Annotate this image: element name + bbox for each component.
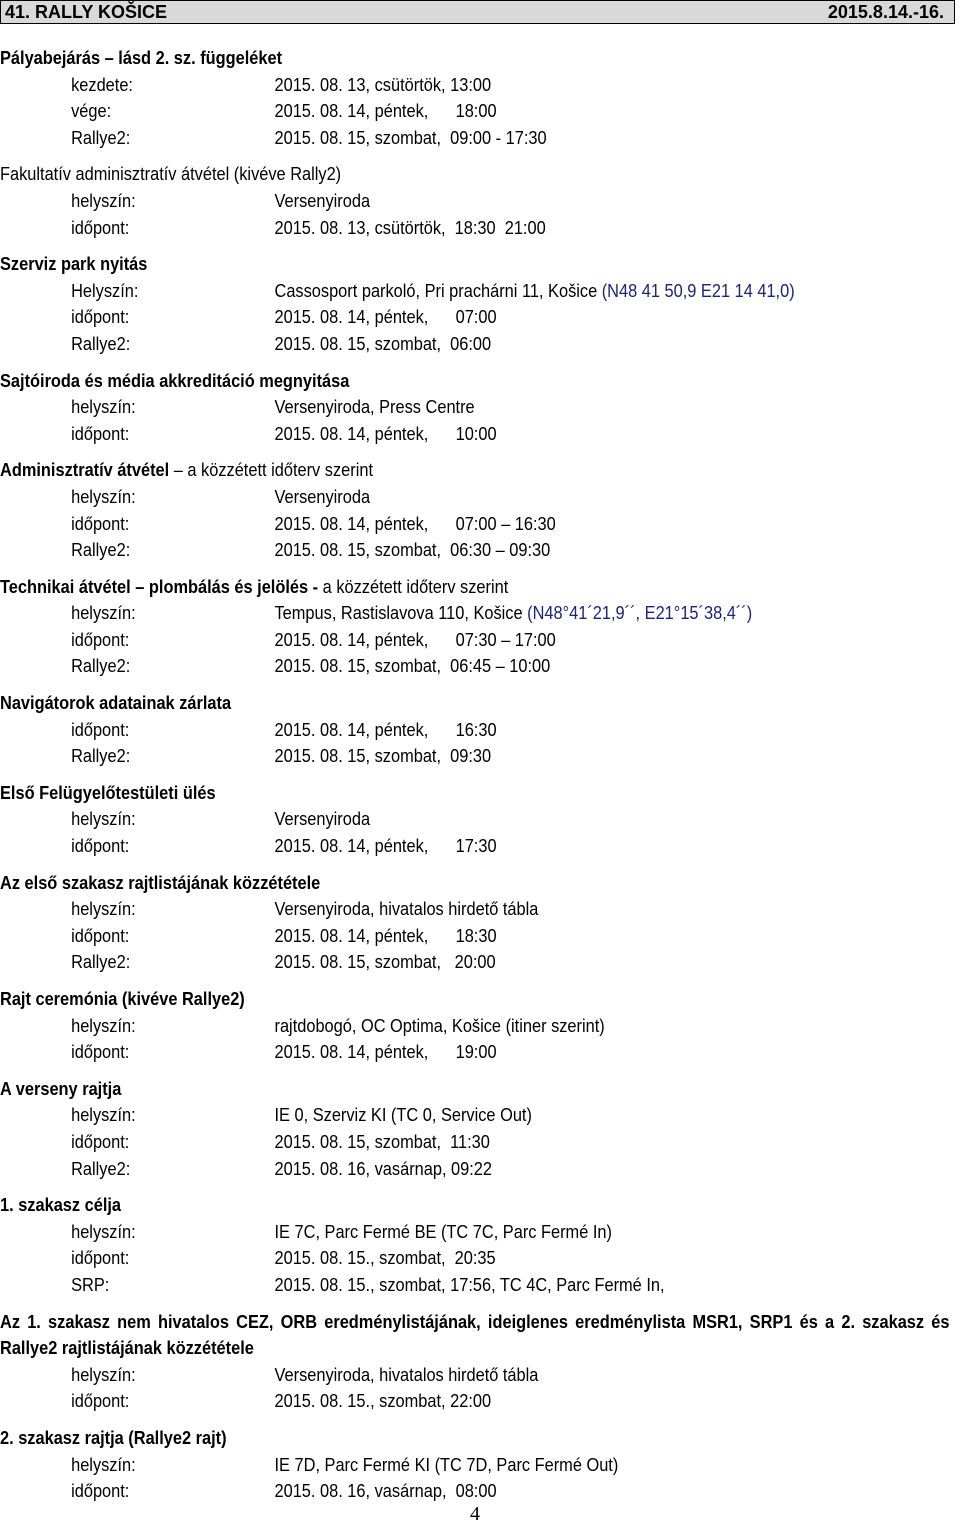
- schedule-content: [0, 45, 950, 1505]
- schedule-row: [0, 717, 864, 744]
- schedule-row: [0, 627, 864, 654]
- row-label: időpont:: [71, 1391, 130, 1412]
- row-value: [275, 215, 546, 242]
- schedule-row: [0, 1478, 864, 1505]
- row-value-text: 2015. 08. 15, szombat, 09:30: [274, 746, 492, 767]
- schedule-row: [0, 1388, 864, 1415]
- row-label: Rallye2:: [71, 746, 131, 767]
- row-value: [275, 331, 492, 358]
- schedule-section: [0, 1309, 950, 1415]
- section-heading-text: Sajtóiroda és média akkreditáció megnyitása: [0, 370, 350, 391]
- row-value: [275, 394, 475, 421]
- row-label: helyszín:: [71, 1105, 136, 1126]
- section-heading-text: Első Felügyelőtestületi ülés: [0, 782, 216, 803]
- row-label: Helyszín:: [71, 280, 139, 301]
- schedule-section: [0, 986, 864, 1066]
- section-heading-text: 1. szakasz célja: [0, 1195, 122, 1216]
- row-label: helyszín:: [71, 1364, 136, 1385]
- schedule-section: [0, 690, 864, 770]
- section-heading: [0, 690, 864, 717]
- schedule-section: [0, 870, 864, 976]
- section-heading-text: Az 1. szakasz nem hivatalos CEZ, ORB eredménylistájának, ideiglenes eredménylista MSR1, SRP1 és a 2. szakasz és Rallye2 rajtlistájának közzététele: [0, 1311, 950, 1359]
- row-value-text: Tempus, Rastislavova 110, Košice: [274, 603, 528, 624]
- row-value: [275, 304, 497, 331]
- section-heading-text: Az első szakasz rajtlistájának közzététele: [0, 872, 321, 893]
- row-value-text: 2015. 08. 14, péntek, 16:30: [274, 719, 497, 740]
- row-value-text: 2015. 08. 14, péntek, 10:00: [274, 423, 497, 444]
- row-value-text: Versenyiroda, hivatalos hirdető tábla: [274, 1364, 539, 1385]
- event-dates: 2015.8.14.-16.: [827, 2, 944, 22]
- schedule-row: [0, 537, 864, 564]
- row-label: időpont:: [71, 217, 130, 238]
- schedule-row: [0, 1272, 864, 1299]
- section-heading-text: Technikai átvétel – plombálás és jelölés -: [0, 576, 319, 597]
- section-heading: [0, 986, 864, 1013]
- schedule-row: [0, 125, 864, 152]
- section-intro: [0, 45, 864, 151]
- row-label: helyszín:: [71, 190, 136, 211]
- schedule-row: [0, 278, 864, 305]
- schedule-row: [0, 743, 864, 770]
- row-value: [275, 896, 539, 923]
- row-value-text: Versenyiroda: [274, 486, 371, 507]
- row-value: [275, 1388, 492, 1415]
- row-value-text: 2015. 08. 15, szombat, 09:00 - 17:30: [274, 127, 547, 148]
- row-value: [275, 421, 497, 448]
- row-value-text: 2015. 08. 14, péntek, 07:30 – 17:00: [274, 629, 556, 650]
- row-value: [275, 1452, 619, 1479]
- section-heading: [0, 161, 864, 188]
- schedule-row: [0, 1039, 864, 1066]
- section-heading-suffix: a közzétett időterv szerint: [318, 576, 509, 597]
- section-heading: Pályabejárás – lásd 2. sz. függeléket: [0, 48, 283, 68]
- row-value-text: 2015. 08. 15, szombat, 06:30 – 09:30: [274, 540, 551, 561]
- row-value: [275, 278, 795, 305]
- event-title: 41. RALLY KOŠICE: [5, 2, 168, 22]
- schedule-row: [0, 653, 864, 680]
- schedule-row: [0, 215, 864, 242]
- row-value-text: 2015. 08. 13, csütörtök, 13:00: [274, 74, 492, 95]
- document-header: [0, 0, 955, 24]
- section-heading-text: Rajt ceremónia (kivéve Rallye2): [0, 989, 245, 1009]
- schedule-row: [0, 304, 864, 331]
- row-value: [275, 1478, 497, 1505]
- schedule-row: [0, 1219, 864, 1246]
- section-heading-suffix: – a közzétett időterv szerint: [169, 460, 374, 481]
- row-label: Rallye2:: [71, 540, 131, 561]
- row-label: helyszín:: [71, 397, 136, 418]
- row-label: Rallye2:: [71, 1158, 131, 1179]
- page-number: 4: [470, 1503, 480, 1525]
- row-value: [275, 98, 497, 125]
- row-value-text: 2015. 08. 15, szombat, 06:45 – 10:00: [274, 656, 551, 677]
- schedule-section: [0, 368, 864, 448]
- schedule-row: [0, 1362, 864, 1389]
- row-value: [275, 537, 551, 564]
- row-label: időpont:: [71, 1248, 130, 1269]
- schedule-row: [0, 511, 864, 538]
- schedule-row: [0, 833, 864, 860]
- row-label: időpont:: [71, 1481, 130, 1502]
- row-value: [275, 653, 551, 680]
- schedule-section: [0, 1425, 864, 1505]
- row-label: Rallye2:: [71, 333, 131, 354]
- schedule-section: [0, 780, 864, 860]
- row-label: időpont:: [71, 1042, 130, 1063]
- section-heading-text: 2. szakasz rajtja (Rallye2 rajt): [0, 1427, 227, 1448]
- row-value-text: Cassosport parkoló, Pri prachárni 11, Košice: [274, 280, 602, 301]
- row-value-text: IE 7D, Parc Fermé KI (TC 7D, Parc Fermé Out): [274, 1454, 619, 1475]
- row-value-text: rajtdobogó, OC Optima, Košice (itiner szerint): [274, 1015, 605, 1036]
- row-label: időpont:: [71, 1131, 130, 1152]
- row-value-text: 2015. 08. 15, szombat, 11:30: [274, 1131, 490, 1152]
- row-label: helyszín:: [71, 1454, 136, 1475]
- row-value: [275, 806, 371, 833]
- row-value-text: Versenyiroda: [274, 190, 371, 211]
- row-value-text: 2015. 08. 14, péntek, 07:00 – 16:30: [274, 513, 556, 534]
- row-value-text: 2015. 08. 15., szombat, 17:56, TC 4C, Parc Fermé In,: [274, 1274, 665, 1295]
- schedule-row: [0, 188, 864, 215]
- section-heading: [0, 1309, 950, 1362]
- row-value-text: 2015. 08. 13, csütörtök, 18:30 21:00: [274, 217, 546, 238]
- section-heading: [0, 251, 864, 278]
- section-heading-text: Navigátorok adatainak zárlata: [0, 693, 232, 714]
- row-value: [275, 484, 371, 511]
- row-value: [275, 125, 547, 152]
- row-value: [275, 600, 753, 627]
- schedule-section: [0, 251, 864, 357]
- schedule-section: [0, 1076, 864, 1182]
- schedule-row: [0, 896, 864, 923]
- row-value: [275, 72, 492, 99]
- row-label: időpont:: [71, 629, 130, 650]
- row-label: helyszín:: [71, 1221, 136, 1242]
- row-label: vége:: [71, 101, 112, 122]
- row-value: [275, 1013, 605, 1040]
- row-value: [275, 188, 371, 215]
- schedule-section: [0, 1192, 864, 1298]
- section-heading-text: A verseny rajtja: [0, 1078, 122, 1099]
- row-value-text: IE 0, Szerviz KI (TC 0, Service Out): [274, 1105, 532, 1126]
- section-heading-text: Fakultatív adminisztratív átvétel (kivéve Rally2): [0, 164, 342, 185]
- row-label: Rallye2:: [71, 127, 131, 148]
- schedule-section: [0, 161, 864, 241]
- row-value: [275, 1156, 493, 1183]
- schedule-row: [0, 98, 864, 125]
- row-label: időpont:: [71, 836, 130, 857]
- row-value-text: 2015. 08. 14, péntek, 18:00: [274, 101, 497, 122]
- row-value: [275, 743, 492, 770]
- section-heading: [0, 574, 864, 601]
- schedule-row: [0, 394, 864, 421]
- row-value: [275, 1362, 539, 1389]
- schedule-row: [0, 1245, 864, 1272]
- row-value: [275, 1129, 490, 1156]
- section-heading-text: Adminisztratív átvétel: [0, 460, 170, 481]
- schedule-row: [0, 600, 864, 627]
- row-value-text: 2015. 08. 15., szombat, 20:35: [274, 1248, 496, 1269]
- section-heading-text: Szerviz park nyitás: [0, 254, 148, 275]
- row-label: SRP:: [71, 1274, 110, 1295]
- schedule-row: [0, 1156, 864, 1183]
- row-value: [275, 923, 497, 950]
- section-heading: [0, 1192, 864, 1219]
- row-label: időpont:: [71, 307, 130, 328]
- schedule-row: [0, 1452, 864, 1479]
- section-heading: [0, 1425, 864, 1452]
- schedule-row: [0, 421, 864, 448]
- row-label: időpont:: [71, 423, 130, 444]
- section-heading: [0, 870, 864, 897]
- section-heading: [0, 368, 864, 395]
- row-value-text: 2015. 08. 14, péntek, 19:00: [274, 1042, 497, 1063]
- row-value: [275, 949, 496, 976]
- row-value-text: IE 7C, Parc Fermé BE (TC 7C, Parc Fermé In): [274, 1221, 612, 1242]
- schedule-row: [0, 1102, 864, 1129]
- schedule-row: [0, 923, 864, 950]
- row-value: [275, 1272, 665, 1299]
- section-heading: [0, 1076, 864, 1103]
- row-value-text: 2015. 08. 14, péntek, 18:30: [274, 925, 497, 946]
- row-value: [275, 1102, 532, 1129]
- schedule-section: [0, 574, 864, 680]
- gps-coordinates: (N48°41´21,9´´, E21°15´38,4´´): [527, 603, 753, 624]
- row-label: Rallye2:: [71, 656, 131, 677]
- row-label: időpont:: [71, 925, 130, 946]
- row-value-text: Versenyiroda, hivatalos hirdető tábla: [274, 899, 539, 920]
- row-value: [275, 1219, 612, 1246]
- schedule-row: [0, 806, 864, 833]
- row-value-text: Versenyiroda: [274, 809, 371, 830]
- schedule-section: [0, 457, 864, 563]
- schedule-row: [0, 72, 864, 99]
- row-label: helyszín:: [71, 486, 136, 507]
- section-heading: [0, 780, 864, 807]
- row-label: helyszín:: [71, 1015, 136, 1036]
- row-value-text: 2015. 08. 16, vasárnap, 09:22: [274, 1158, 493, 1179]
- row-label: kezdete:: [71, 74, 133, 95]
- row-value-text: 2015. 08. 14, péntek, 07:00: [274, 307, 497, 328]
- row-value-text: Versenyiroda, Press Centre: [274, 397, 475, 418]
- row-value: [275, 717, 497, 744]
- schedule-row: [0, 331, 864, 358]
- row-value: [275, 511, 556, 538]
- row-label: helyszín:: [71, 899, 136, 920]
- row-label: helyszín:: [71, 603, 136, 624]
- row-value-text: 2015. 08. 16, vasárnap, 08:00: [274, 1481, 497, 1502]
- row-value: [275, 1039, 497, 1066]
- schedule-row: [0, 949, 864, 976]
- row-value: [275, 1245, 496, 1272]
- schedule-row: [0, 484, 864, 511]
- row-value-text: 2015. 08. 15, szombat, 06:00: [274, 333, 492, 354]
- schedule-row: [0, 1013, 864, 1040]
- row-label: Rallye2:: [71, 952, 131, 973]
- row-label: időpont:: [71, 719, 130, 740]
- schedule-row: [0, 1129, 864, 1156]
- row-label: időpont:: [71, 513, 130, 534]
- row-label: helyszín:: [71, 809, 136, 830]
- row-value-text: 2015. 08. 15, szombat, 20:00: [274, 952, 496, 973]
- row-value: [275, 833, 497, 860]
- row-value: [275, 627, 556, 654]
- row-value-text: 2015. 08. 15., szombat, 22:00: [274, 1391, 492, 1412]
- gps-coordinates: (N48 41 50,9 E21 14 41,0): [601, 280, 795, 301]
- row-value-text: 2015. 08. 14, péntek, 17:30: [274, 836, 497, 857]
- section-heading: [0, 457, 864, 484]
